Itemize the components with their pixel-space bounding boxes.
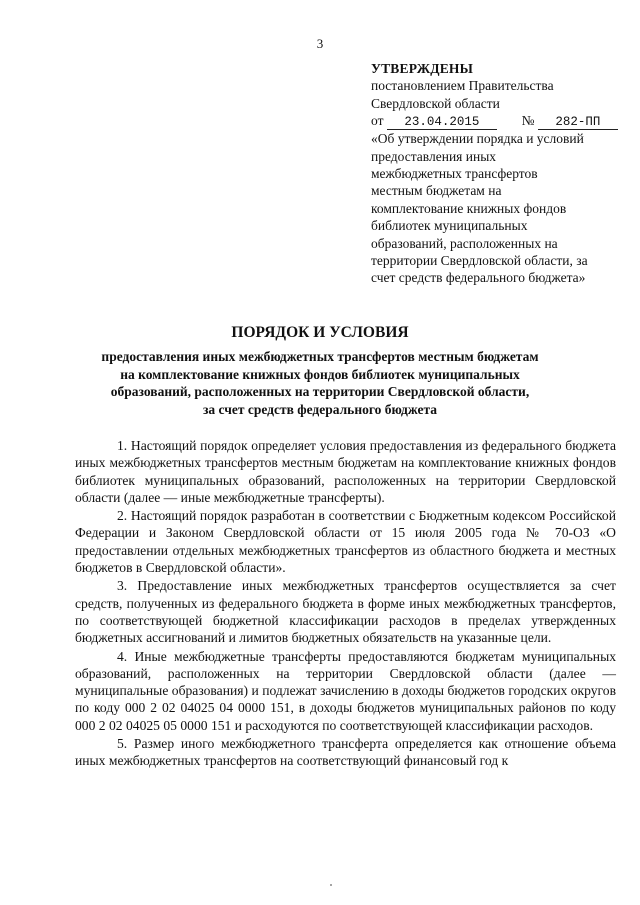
paragraph: 5. Размер иного межбюджетного трансферта определяется как отношение объема иных межбюджетных трансфертов на соответствующий финансовый год к xyxy=(75,736,616,769)
approval-line: Свердловской области xyxy=(371,95,500,111)
paragraph: 1. Настоящий порядок определяет условия предоставления из федерального бюджета иных межбюджетных трансфертов местным бюджетам на комплектование книжных фондов библиотек муниципальных образований, расположенных на территории Свердловской области (далее — иные межбюджетные трансферты). xyxy=(75,438,616,505)
subtitle-line: образований, расположенных на территории Свердловской области, xyxy=(110,384,530,399)
paragraph: 4. Иные межбюджетные трансферты предоставляются бюджетам муниципальных образований, расположенных на территории Свердловской области (далее — муниципальные образования) и подлежат зачислению в доходы бюджетов городских округов по коду 000 2 02 04025 04 0000 151, в доходы бюджетов муниципальных районов по коду 000 2 02 04025 05 0000 151 и расходуются по соответствующей классификации расходов. xyxy=(75,648,616,733)
document-body xyxy=(75,437,616,771)
approval-about-line: «Об утверждении порядка и условий xyxy=(371,131,584,147)
number-label: № xyxy=(521,113,535,129)
approval-date: 23.04.2015 xyxy=(387,115,497,130)
paragraph: 2. Настоящий порядок разработан в соответствии с Бюджетным кодексом Российской Федерации и Законом Свердловской области от 15 июля 2005 года № 70-ОЗ «О предоставлении отдельных межбюджетных трансфертов из областного бюджета и местных бюджетов в Свердловской области». xyxy=(75,508,616,576)
subtitle-line: за счет средств федерального бюджета xyxy=(202,401,438,417)
from-label: от xyxy=(371,113,384,129)
approval-about-line: территории Свердловской области, за xyxy=(371,253,588,269)
approval-about-line: образований, расположенных на xyxy=(371,235,558,251)
page-number: 3 xyxy=(316,36,324,51)
approval-about-line: комплектование книжных фондов xyxy=(371,200,567,216)
approval-about-line: местным бюджетам на xyxy=(371,183,502,199)
paragraph: 3. Предоставление иных межбюджетных трансфертов осуществляется за счет средств, полученных из федерального бюджета в форме иных межбюджетных трансфертов, по соответствующей бюджетной классификации расходов в пределах утвержденных бюджетных ассигнований и лимитов бюджетных обязательств на указанные цели. xyxy=(75,578,616,646)
approval-about-line: библиотек муниципальных xyxy=(371,218,528,234)
approval-about-line: межбюджетных трансфертов xyxy=(371,166,538,182)
document-title: ПОРЯДОК И УСЛОВИЯ xyxy=(231,324,409,341)
subtitle-line: на комплектование книжных фондов библиотек муниципальных xyxy=(120,366,520,382)
approval-block xyxy=(371,60,621,287)
approval-about-line: предоставления иных xyxy=(371,148,497,164)
approval-about-line: счет средств федерального бюджета» xyxy=(371,270,586,286)
approval-date-number-line xyxy=(371,112,621,130)
approval-line: постановлением Правительства xyxy=(371,78,554,94)
approval-heading: УТВЕРЖДЕНЫ xyxy=(371,61,474,76)
subtitle-line: предоставления иных межбюджетных трансфертов местным бюджетам xyxy=(101,349,539,364)
approval-number: 282-ПП xyxy=(538,115,618,130)
document-title-block xyxy=(40,323,600,418)
scan-speck xyxy=(330,884,332,886)
document-subtitle xyxy=(40,348,600,418)
